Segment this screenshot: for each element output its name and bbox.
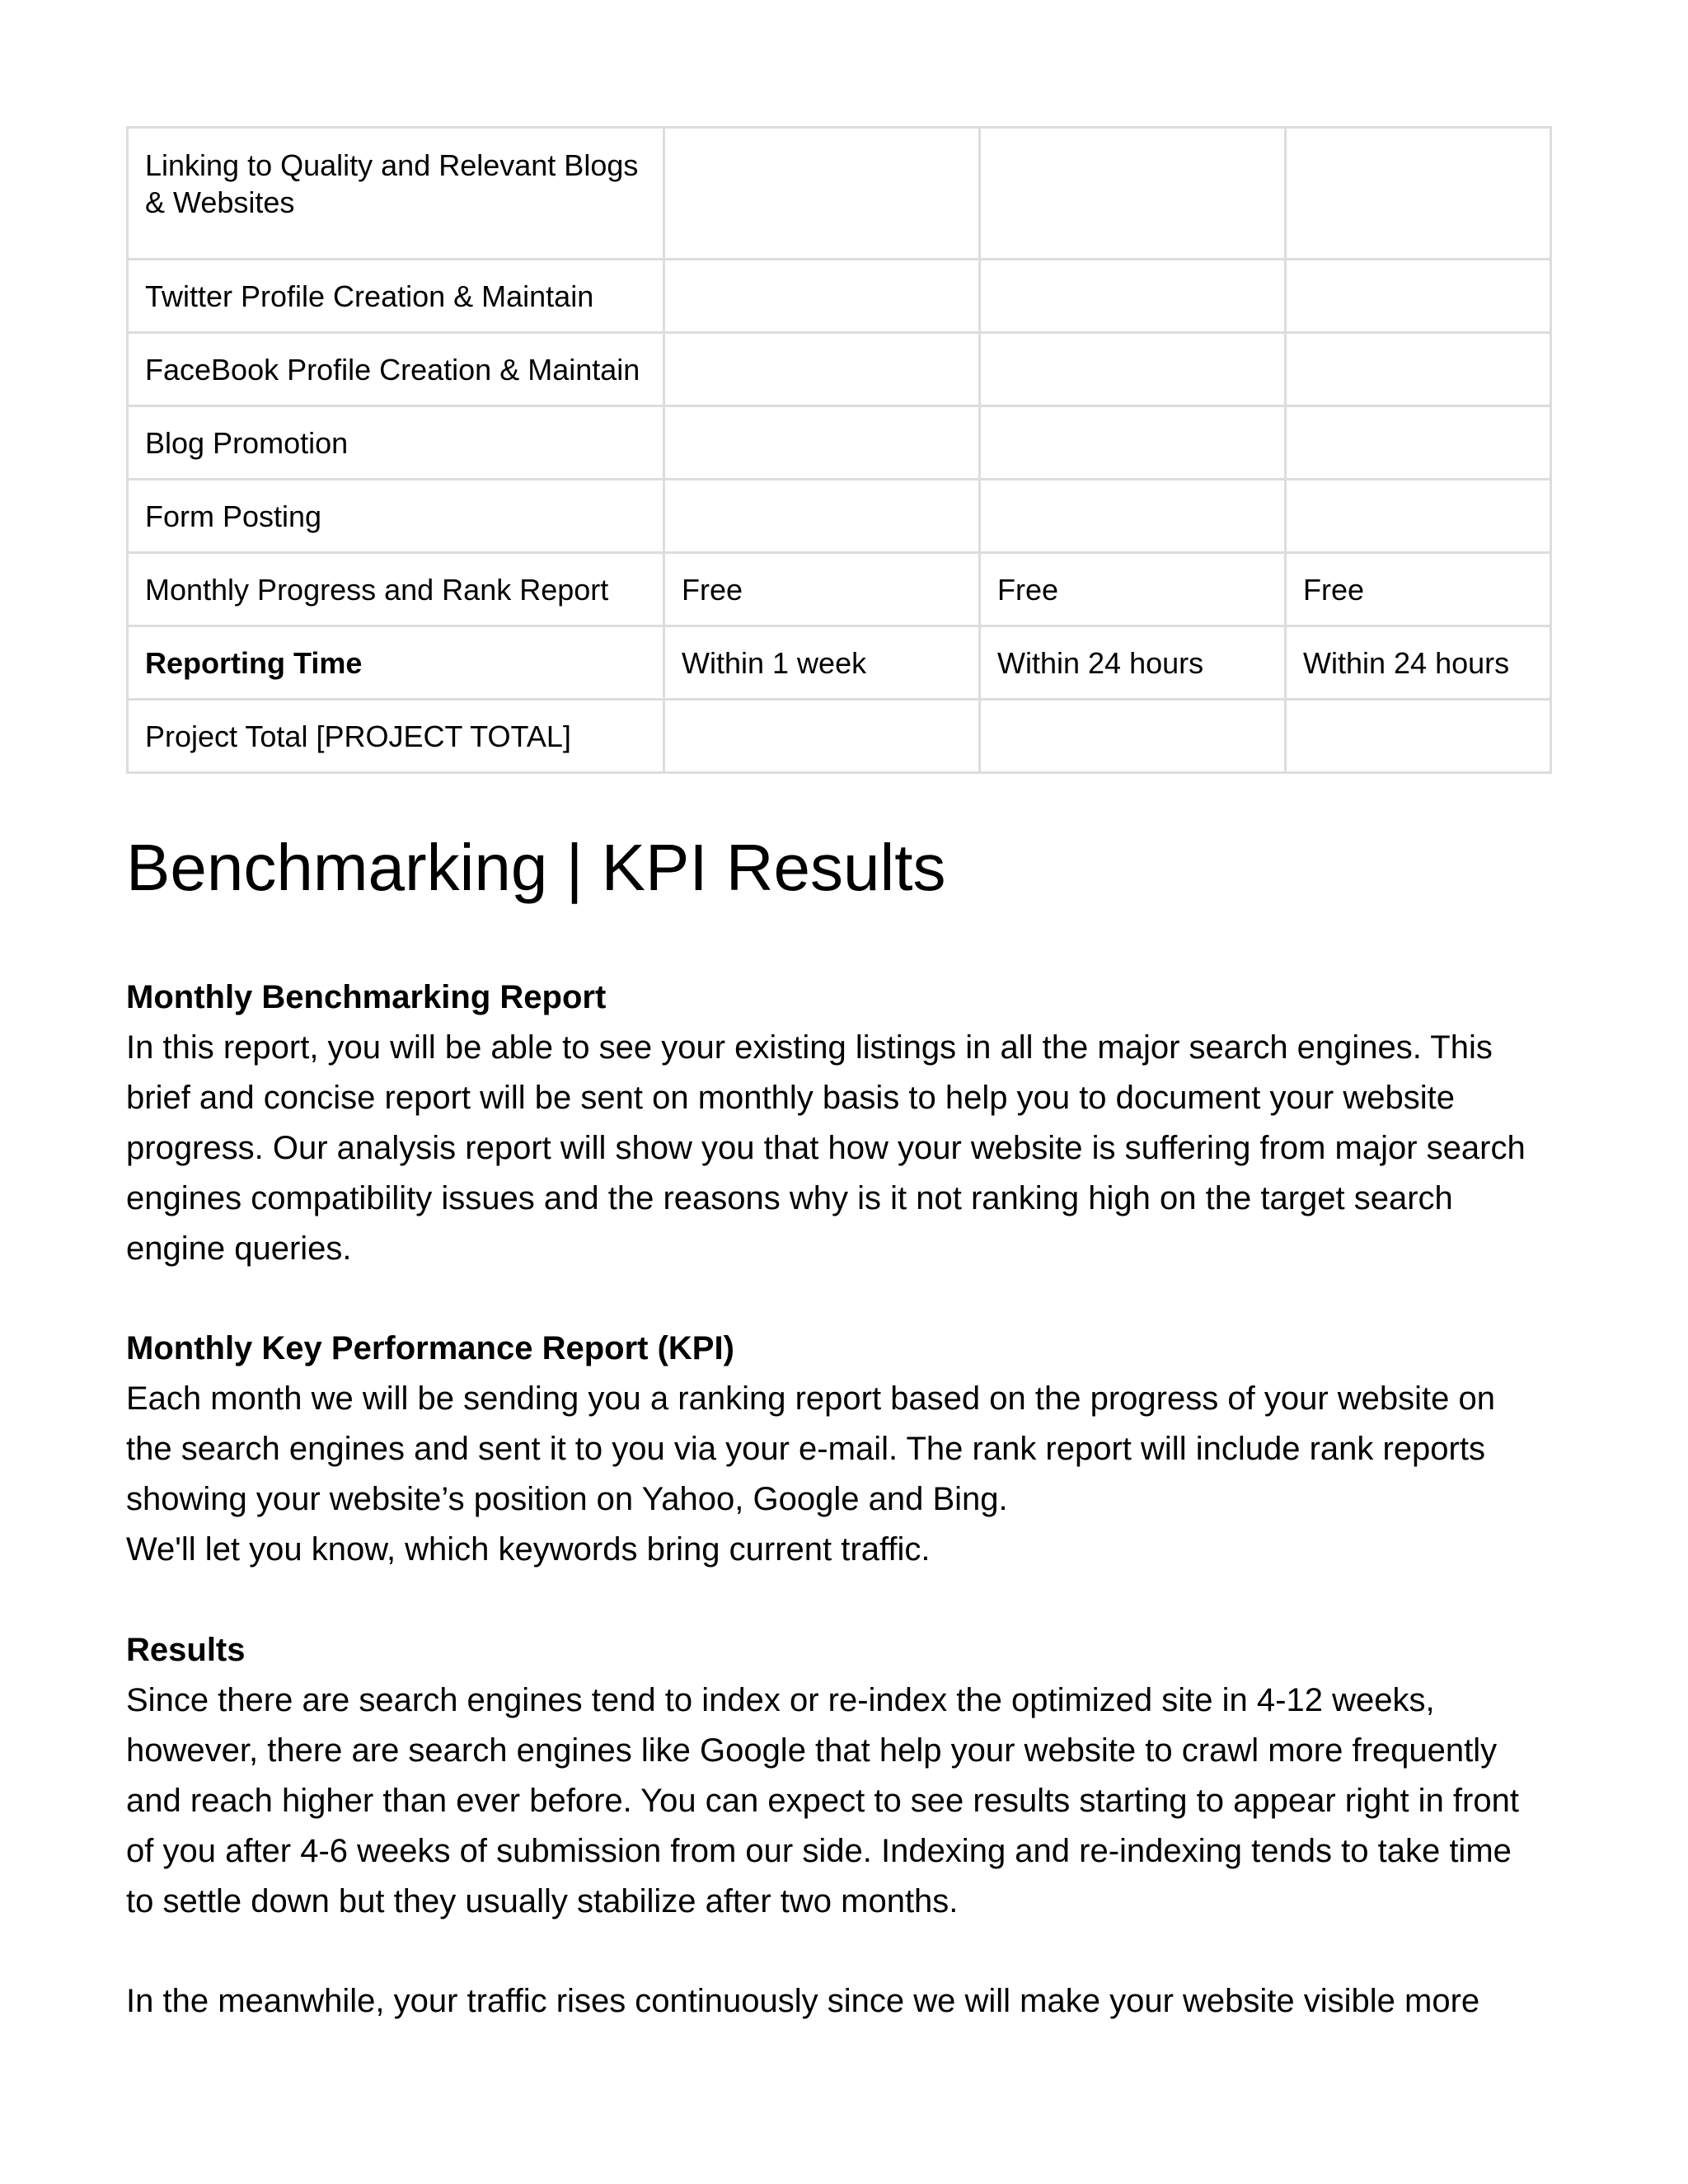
text-line: however, there are search engines like Google that help your website to crawl more frequently (126, 1732, 1498, 1769)
service-name-cell: Blog Promotion (128, 406, 664, 480)
table-cell: Free (1286, 553, 1551, 626)
table-cell (980, 406, 1286, 480)
kpi-title: Monthly Key Performance Report (KPI) (126, 1330, 734, 1366)
table-cell (664, 260, 980, 333)
service-name-cell: Form Posting (128, 480, 664, 553)
meanwhile-paragraph (126, 1976, 1560, 2027)
service-name-cell: Project Total [PROJECT TOTAL] (128, 700, 664, 773)
table-cell: Free (980, 553, 1286, 626)
table-cell (1286, 480, 1551, 553)
results-section (126, 1625, 1560, 1927)
meanwhile-section (126, 1976, 1560, 2027)
table-row (128, 128, 1551, 260)
text-line: engines compatibility issues and the reasons why is it not ranking high on the target search (126, 1180, 1453, 1216)
text-line: engine queries. (126, 1230, 352, 1267)
table-cell: Within 1 week (664, 626, 980, 700)
table-cell (980, 260, 1286, 333)
table-row (128, 626, 1551, 700)
table-cell (980, 700, 1286, 773)
text-line: In the meanwhile, your traffic rises continuously since we will make your website visible more (126, 1983, 1480, 2019)
results-paragraph (126, 1675, 1560, 1927)
text-line: Since there are search engines tend to index or re-index the optimized site in 4-12 weeks, (126, 1682, 1435, 1718)
table-row (128, 480, 1551, 553)
table-cell (980, 333, 1286, 406)
service-name-cell: FaceBook Profile Creation & Maintain (128, 333, 664, 406)
table-cell (1286, 406, 1551, 480)
table-cell (664, 480, 980, 553)
service-table (126, 126, 1552, 774)
table-cell: Free (664, 553, 980, 626)
table-cell (980, 480, 1286, 553)
text-line: progress. Our analysis report will show you that how your website is suffering from major search (126, 1130, 1526, 1166)
table-cell (1286, 260, 1551, 333)
table-cell (1286, 128, 1551, 260)
service-name-cell: Monthly Progress and Rank Report (128, 553, 664, 626)
text-line: of you after 4-6 weeks of submission from our side. Indexing and re-indexing tends to take time (126, 1833, 1512, 1869)
text-line: In this report, you will be able to see your existing listings in all the major search engines. This (126, 1029, 1493, 1066)
text-line: and reach higher than ever before. You can expect to see results starting to appear right in front (126, 1783, 1519, 1819)
service-name-cell: Linking to Quality and Relevant Blogs & Websites (128, 128, 664, 260)
table-cell: Within 24 hours (1286, 626, 1551, 700)
table-row (128, 333, 1551, 406)
table-row (128, 260, 1551, 333)
results-title: Results (126, 1632, 246, 1668)
table-row (128, 700, 1551, 773)
table-cell (664, 406, 980, 480)
text-line: to settle down but they usually stabilize after two months. (126, 1883, 959, 1919)
benchmarking-title: Monthly Benchmarking Report (126, 979, 607, 1015)
text-line: the search engines and sent it to you via your e-mail. The rank report will include rank reports (126, 1431, 1485, 1467)
text-line: showing your website’s position on Yahoo, Google and Bing. (126, 1481, 1008, 1517)
service-name-cell: Twitter Profile Creation & Maintain (128, 260, 664, 333)
table-cell (980, 128, 1286, 260)
text-line: brief and concise report will be sent on monthly basis to help you to document your website (126, 1080, 1455, 1116)
table-cell (664, 333, 980, 406)
table-row (128, 553, 1551, 626)
service-name-cell: Reporting Time (128, 626, 664, 700)
table-cell (1286, 700, 1551, 773)
kpi-section (126, 1324, 1560, 1575)
section-heading: Benchmarking | KPI Results (126, 831, 946, 904)
table-row (128, 406, 1551, 480)
benchmarking-section (126, 972, 1560, 1274)
table-cell (1286, 333, 1551, 406)
text-line: We'll let you know, which keywords bring current traffic. (126, 1531, 931, 1568)
table-cell (664, 128, 980, 260)
table-cell: Within 24 hours (980, 626, 1286, 700)
table-cell (664, 700, 980, 773)
text-line: Each month we will be sending you a ranking report based on the progress of your website on (126, 1380, 1495, 1417)
benchmarking-paragraph (126, 1023, 1560, 1274)
kpi-paragraph (126, 1374, 1560, 1575)
